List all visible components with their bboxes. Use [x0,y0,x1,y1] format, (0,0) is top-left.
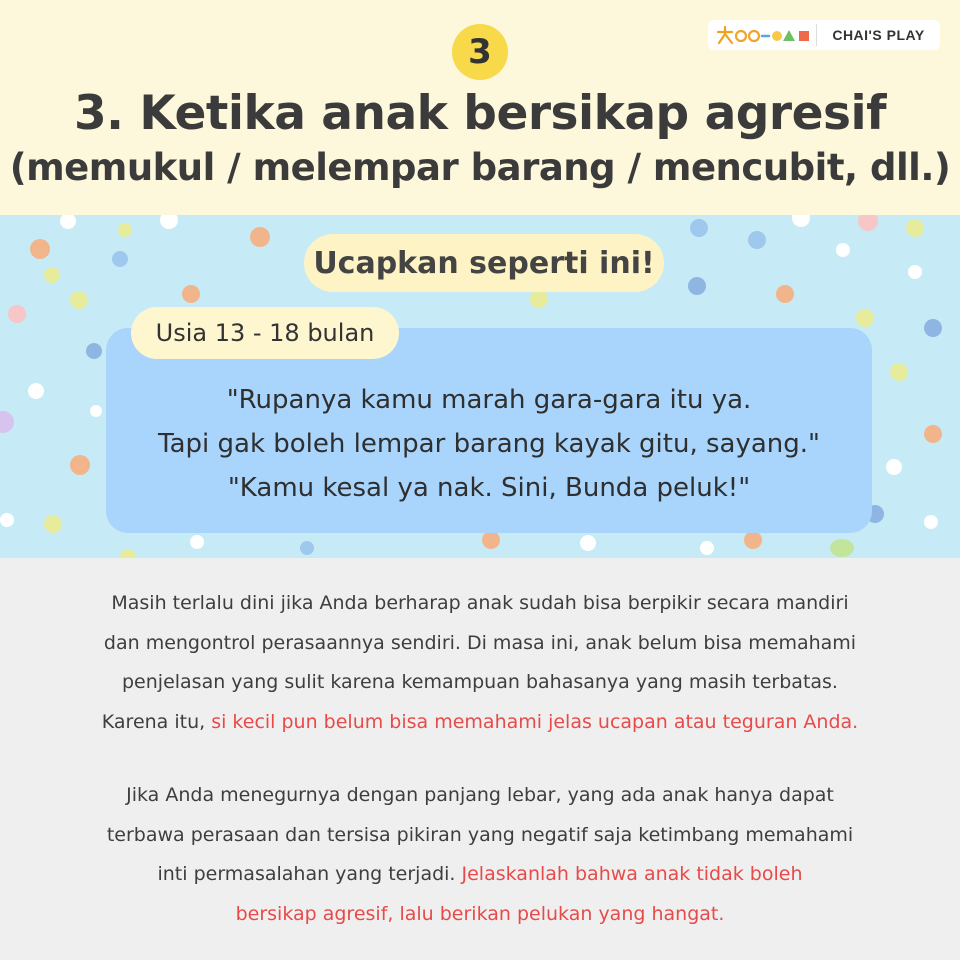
confetti-dot [836,243,850,257]
paragraph-line [40,855,920,895]
paragraph-line: Masih terlalu dini jika Anda berharap anak sudah bisa berpikir secara mandiri [111,592,849,614]
paragraph-line: Jika Anda menegurnya dengan panjang lebar, yang ada anak hanya dapat [126,784,834,806]
confetti-dot [906,219,924,237]
confetti-dot [250,227,270,247]
confetti-dot [924,319,942,337]
paragraph-line: terbawa perasaan dan tersisa pikiran yang negatif saja ketimbang memahami [106,823,854,846]
confetti-dot [86,343,102,359]
confetti-dot [924,425,942,443]
confetti-dot [856,309,874,327]
brand-logo [708,20,940,50]
confetti-dot [90,405,102,417]
quote-line: Tapi gak boleh lempar barang kayak gitu, sayang." [158,429,820,459]
page-title: 3. Ketika anak bersikap agresif [73,86,887,141]
confetti-dot [700,541,714,555]
confetti-dot [744,531,762,549]
confetti-dot [482,531,500,549]
example-quote [106,378,872,510]
highlighted-text: bersikap agresif, lalu berikan pelukan yang hangat. [235,902,725,925]
confetti-dot [858,215,878,231]
confetti-dot [580,535,596,551]
plain-text: inti permasalahan yang terjadi. [157,863,462,885]
confetti-dot [28,383,44,399]
confetti-dot [0,513,14,527]
brand-name: CHAI'S PLAY [832,27,925,43]
quote-line: "Rupanya kamu marah gara-gara itu ya. [226,385,752,415]
confetti-dot [908,265,922,279]
age-range-tag: Usia 13 - 18 bulan [131,307,399,359]
confetti-dot [70,455,90,475]
confetti-dot [160,215,178,229]
confetti-dot [118,223,132,237]
paragraph-line: penjelasan yang sulit karena kemampuan bahasanya yang masih terbatas. [122,671,838,693]
paragraph-line [40,703,920,743]
confetti-dot [30,239,50,259]
quote-line: "Kamu kesal ya nak. Sini, Bunda peluk!" [227,473,751,503]
confetti-dot [792,215,810,227]
say-this-label: Ucapkan seperti ini! [304,234,664,292]
confetti-dot [60,215,76,229]
highlighted-text: si kecil pun belum bisa memahami jelas ucapan atau teguran Anda. [211,710,859,733]
confetti-dot [690,219,708,237]
confetti-dot [886,459,902,475]
confetti-dot [776,285,794,303]
confetti-dot [70,291,88,309]
confetti-dot [190,535,204,549]
highlighted-text: Jelaskanlah bahwa anak tidak boleh [461,863,803,885]
confetti-dot [8,305,26,323]
logo-mark-icon [708,20,816,50]
confetti-dot [688,277,706,295]
confetti-dot [530,290,548,308]
explanation-paragraph-1 [40,584,920,742]
confetti-dot [924,515,938,529]
confetti-dot [44,267,60,283]
confetti-dot [830,539,854,557]
page-subtitle: (memukul / melempar barang / mencubit, dll.) [9,146,951,189]
confetti-dot [300,541,314,555]
explanation-paragraph-2 [40,776,920,934]
confetti-dot [120,549,136,558]
paragraph-line: dan mengontrol perasaannya sendiri. Di masa ini, anak belum bisa memahami [103,631,857,654]
header-section [0,0,960,215]
paragraph-line [40,895,920,935]
confetti-dot [112,251,128,267]
plain-text: Karena itu, [101,710,212,733]
step-number-badge: 3 [452,24,508,80]
confetti-dot [0,411,14,433]
confetti-dot [748,231,766,249]
confetti-dot [44,515,62,533]
confetti-dot [182,285,200,303]
confetti-dot [890,363,908,381]
